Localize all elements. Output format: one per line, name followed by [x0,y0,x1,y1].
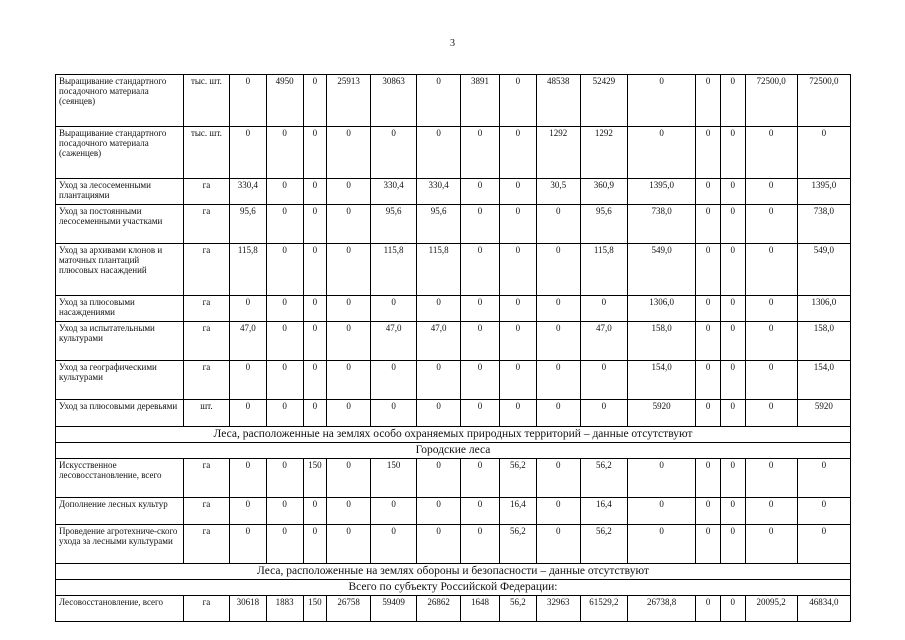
value-cell: 20095,2 [745,596,797,622]
value-cell: 0 [499,75,536,127]
value-cell: 0 [720,179,745,205]
value-cell: 0 [303,361,327,400]
row-label: Уход за архивами клонов и маточных плантаций плюсовых насаждений [56,244,184,296]
value-cell: 5920 [627,400,696,427]
value-cell: 30,5 [536,179,580,205]
value-cell: 0 [303,296,327,322]
unit-cell: га [183,525,229,564]
value-cell: 360,9 [580,179,627,205]
unit-cell: га [183,322,229,361]
value-cell: 0 [627,459,696,498]
unit-cell: тыс. шт. [183,127,229,179]
value-cell: 0 [797,127,850,179]
value-cell: 0 [627,75,696,127]
value-cell: 25913 [327,75,371,127]
value-cell: 0 [229,127,266,179]
value-cell: 30863 [371,75,417,127]
value-cell: 0 [461,244,500,296]
section-row [56,580,851,596]
value-cell: 0 [580,296,627,322]
value-cell: 0 [745,400,797,427]
value-cell: 0 [499,322,536,361]
value-cell: 0 [229,361,266,400]
value-cell: 3891 [461,75,500,127]
value-cell: 0 [327,459,371,498]
value-cell: 1292 [536,127,580,179]
value-cell: 59409 [371,596,417,622]
value-cell: 150 [303,459,327,498]
value-cell: 1306,0 [797,296,850,322]
value-cell: 0 [266,296,303,322]
value-cell: 0 [720,322,745,361]
unit-cell: шт. [183,400,229,427]
value-cell: 0 [797,525,850,564]
value-cell: 0 [303,525,327,564]
value-cell: 0 [499,296,536,322]
page-number: 3 [450,38,455,49]
value-cell: 16,4 [580,498,627,525]
value-cell: 0 [229,459,266,498]
row-label: Уход за постоянными лесосеменными участками [56,205,184,244]
value-cell: 0 [327,361,371,400]
value-cell: 0 [229,498,266,525]
value-cell: 115,8 [417,244,461,296]
value-cell: 0 [499,127,536,179]
value-cell: 48538 [536,75,580,127]
value-cell: 150 [303,596,327,622]
value-cell: 26758 [327,596,371,622]
value-cell: 0 [536,296,580,322]
value-cell: 0 [461,361,500,400]
value-cell: 0 [371,361,417,400]
value-cell: 0 [536,459,580,498]
table-row [56,400,851,427]
value-cell: 0 [266,525,303,564]
value-cell: 0 [371,498,417,525]
value-cell: 0 [303,322,327,361]
value-cell: 1395,0 [797,179,850,205]
row-label: Выращивание стандартного посадочного материала (саженцев) [56,127,184,179]
value-cell: 0 [303,75,327,127]
value-cell: 0 [303,179,327,205]
value-cell: 0 [536,322,580,361]
section-urban-title: Городские леса [56,443,851,459]
value-cell: 52429 [580,75,627,127]
value-cell: 0 [229,296,266,322]
value-cell: 30618 [229,596,266,622]
unit-cell: га [183,205,229,244]
unit-cell: га [183,459,229,498]
value-cell: 0 [696,244,721,296]
section-protected-title: Леса, расположенные на землях особо охраняемых природных территорий – данные отсутствуют [56,427,851,443]
value-cell: 0 [371,296,417,322]
unit-cell: га [183,596,229,622]
value-cell: 0 [461,127,500,179]
value-cell: 47,0 [229,322,266,361]
value-cell: 0 [745,459,797,498]
table-row [56,296,851,322]
value-cell: 56,2 [499,459,536,498]
value-cell: 0 [229,400,266,427]
value-cell: 0 [417,296,461,322]
unit-cell: га [183,244,229,296]
value-cell: 115,8 [580,244,627,296]
value-cell: 0 [696,459,721,498]
value-cell: 61529,2 [580,596,627,622]
value-cell: 0 [461,498,500,525]
value-cell: 0 [696,498,721,525]
value-cell: 0 [536,525,580,564]
value-cell: 0 [536,205,580,244]
value-cell: 0 [266,459,303,498]
section-row [56,443,851,459]
value-cell: 0 [327,498,371,525]
value-cell: 0 [461,205,500,244]
value-cell: 0 [461,459,500,498]
value-cell: 0 [720,205,745,244]
value-cell: 0 [303,244,327,296]
value-cell: 0 [536,361,580,400]
value-cell: 0 [536,400,580,427]
value-cell: 5920 [797,400,850,427]
value-cell: 0 [720,75,745,127]
value-cell: 0 [461,296,500,322]
row-label: Дополнение лесных культур [56,498,184,525]
value-cell: 0 [461,179,500,205]
value-cell: 0 [499,244,536,296]
value-cell: 0 [417,498,461,525]
value-cell: 0 [461,322,500,361]
value-cell: 154,0 [797,361,850,400]
value-cell: 0 [696,127,721,179]
value-cell: 0 [720,525,745,564]
value-cell: 0 [266,361,303,400]
value-cell: 0 [266,400,303,427]
row-label: Уход за плюсовыми насаждениями [56,296,184,322]
value-cell: 0 [696,179,721,205]
value-cell: 0 [371,400,417,427]
value-cell: 32963 [536,596,580,622]
row-label: Уход за лесосеменными плантациями [56,179,184,205]
value-cell: 56,2 [499,525,536,564]
unit-cell: га [183,296,229,322]
value-cell: 0 [627,127,696,179]
value-cell: 0 [720,400,745,427]
value-cell: 0 [696,75,721,127]
value-cell: 0 [536,244,580,296]
value-cell: 0 [720,244,745,296]
value-cell: 0 [327,179,371,205]
value-cell: 150 [371,459,417,498]
value-cell: 158,0 [627,322,696,361]
value-cell: 0 [720,127,745,179]
value-cell: 0 [745,205,797,244]
value-cell: 1883 [266,596,303,622]
value-cell: 1648 [461,596,500,622]
value-cell: 0 [417,459,461,498]
value-cell: 0 [696,322,721,361]
value-cell: 0 [745,525,797,564]
value-cell: 0 [720,361,745,400]
table-row [56,75,851,127]
value-cell: 0 [696,296,721,322]
value-cell: 0 [580,361,627,400]
value-cell: 0 [327,525,371,564]
value-cell: 0 [499,205,536,244]
value-cell: 0 [720,596,745,622]
value-cell: 154,0 [627,361,696,400]
row-label: Проведение агротехниче-ского ухода за лесными культурами [56,525,184,564]
table-row [56,361,851,400]
value-cell: 0 [371,127,417,179]
value-cell: 0 [327,205,371,244]
value-cell: 115,8 [371,244,417,296]
value-cell: 0 [417,525,461,564]
value-cell: 0 [745,361,797,400]
value-cell: 1292 [580,127,627,179]
value-cell: 0 [266,127,303,179]
value-cell: 72500,0 [797,75,850,127]
value-cell: 46834,0 [797,596,850,622]
value-cell: 0 [745,498,797,525]
value-cell: 47,0 [580,322,627,361]
value-cell: 95,6 [371,205,417,244]
value-cell: 0 [720,296,745,322]
value-cell: 56,2 [580,459,627,498]
value-cell: 26862 [417,596,461,622]
value-cell: 16,4 [499,498,536,525]
value-cell: 0 [327,244,371,296]
unit-cell: га [183,498,229,525]
value-cell: 0 [499,400,536,427]
value-cell: 0 [266,498,303,525]
table-row [56,498,851,525]
value-cell: 330,4 [371,179,417,205]
value-cell: 0 [797,498,850,525]
value-cell: 0 [499,179,536,205]
forest-restoration-table [55,74,851,622]
section-total-title: Всего по субъекту Российской Федерации: [56,580,851,596]
value-cell: 72500,0 [745,75,797,127]
value-cell: 26738,8 [627,596,696,622]
value-cell: 0 [745,244,797,296]
value-cell: 0 [303,498,327,525]
table-row [56,179,851,205]
value-cell: 0 [303,400,327,427]
table-row [56,596,851,622]
value-cell: 0 [266,179,303,205]
value-cell: 0 [303,205,327,244]
value-cell: 0 [745,127,797,179]
unit-cell: тыс. шт. [183,75,229,127]
value-cell: 0 [417,127,461,179]
value-cell: 0 [229,525,266,564]
unit-cell: га [183,179,229,205]
value-cell: 47,0 [417,322,461,361]
value-cell: 738,0 [627,205,696,244]
row-label: Уход за плюсовыми деревьями [56,400,184,427]
value-cell: 4950 [266,75,303,127]
value-cell: 549,0 [627,244,696,296]
value-cell: 0 [696,361,721,400]
value-cell: 0 [797,459,850,498]
row-label: Уход за географическими культурами [56,361,184,400]
value-cell: 738,0 [797,205,850,244]
value-cell: 56,2 [499,596,536,622]
value-cell: 1306,0 [627,296,696,322]
value-cell: 158,0 [797,322,850,361]
value-cell: 0 [745,322,797,361]
value-cell: 0 [417,400,461,427]
row-label: Искусственное лесовосстановление, всего [56,459,184,498]
unit-cell: га [183,361,229,400]
value-cell: 0 [536,498,580,525]
value-cell: 1395,0 [627,179,696,205]
value-cell: 0 [417,361,461,400]
value-cell: 47,0 [371,322,417,361]
value-cell: 0 [499,361,536,400]
section-row [56,564,851,580]
value-cell: 0 [327,296,371,322]
value-cell: 0 [327,400,371,427]
value-cell: 0 [327,127,371,179]
value-cell: 0 [229,75,266,127]
value-cell: 0 [696,596,721,622]
row-label: Выращивание стандартного посадочного материала (сеянцев) [56,75,184,127]
table-row [56,322,851,361]
value-cell: 56,2 [580,525,627,564]
value-cell: 95,6 [229,205,266,244]
table-row [56,459,851,498]
value-cell: 0 [266,322,303,361]
value-cell: 0 [303,127,327,179]
value-cell: 0 [461,400,500,427]
section-defense-title: Леса, расположенные на землях обороны и безопасности – данные отсутствуют [56,564,851,580]
row-label: Уход за испытательными культурами [56,322,184,361]
value-cell: 0 [371,525,417,564]
table-row [56,244,851,296]
value-cell: 0 [696,205,721,244]
value-cell: 0 [627,498,696,525]
table-row [56,525,851,564]
value-cell: 95,6 [417,205,461,244]
table-row [56,127,851,179]
value-cell: 0 [417,75,461,127]
value-cell: 0 [720,498,745,525]
section-row [56,427,851,443]
value-cell: 0 [627,525,696,564]
value-cell: 95,6 [580,205,627,244]
value-cell: 0 [266,205,303,244]
value-cell: 330,4 [417,179,461,205]
value-cell: 0 [696,525,721,564]
value-cell: 0 [461,525,500,564]
row-label: Лесовосстановление, всего [56,596,184,622]
value-cell: 0 [720,459,745,498]
table-row [56,205,851,244]
value-cell: 115,8 [229,244,266,296]
value-cell: 0 [696,400,721,427]
value-cell: 0 [580,400,627,427]
value-cell: 0 [327,322,371,361]
value-cell: 0 [266,244,303,296]
value-cell: 0 [745,296,797,322]
value-cell: 330,4 [229,179,266,205]
value-cell: 0 [745,179,797,205]
value-cell: 549,0 [797,244,850,296]
